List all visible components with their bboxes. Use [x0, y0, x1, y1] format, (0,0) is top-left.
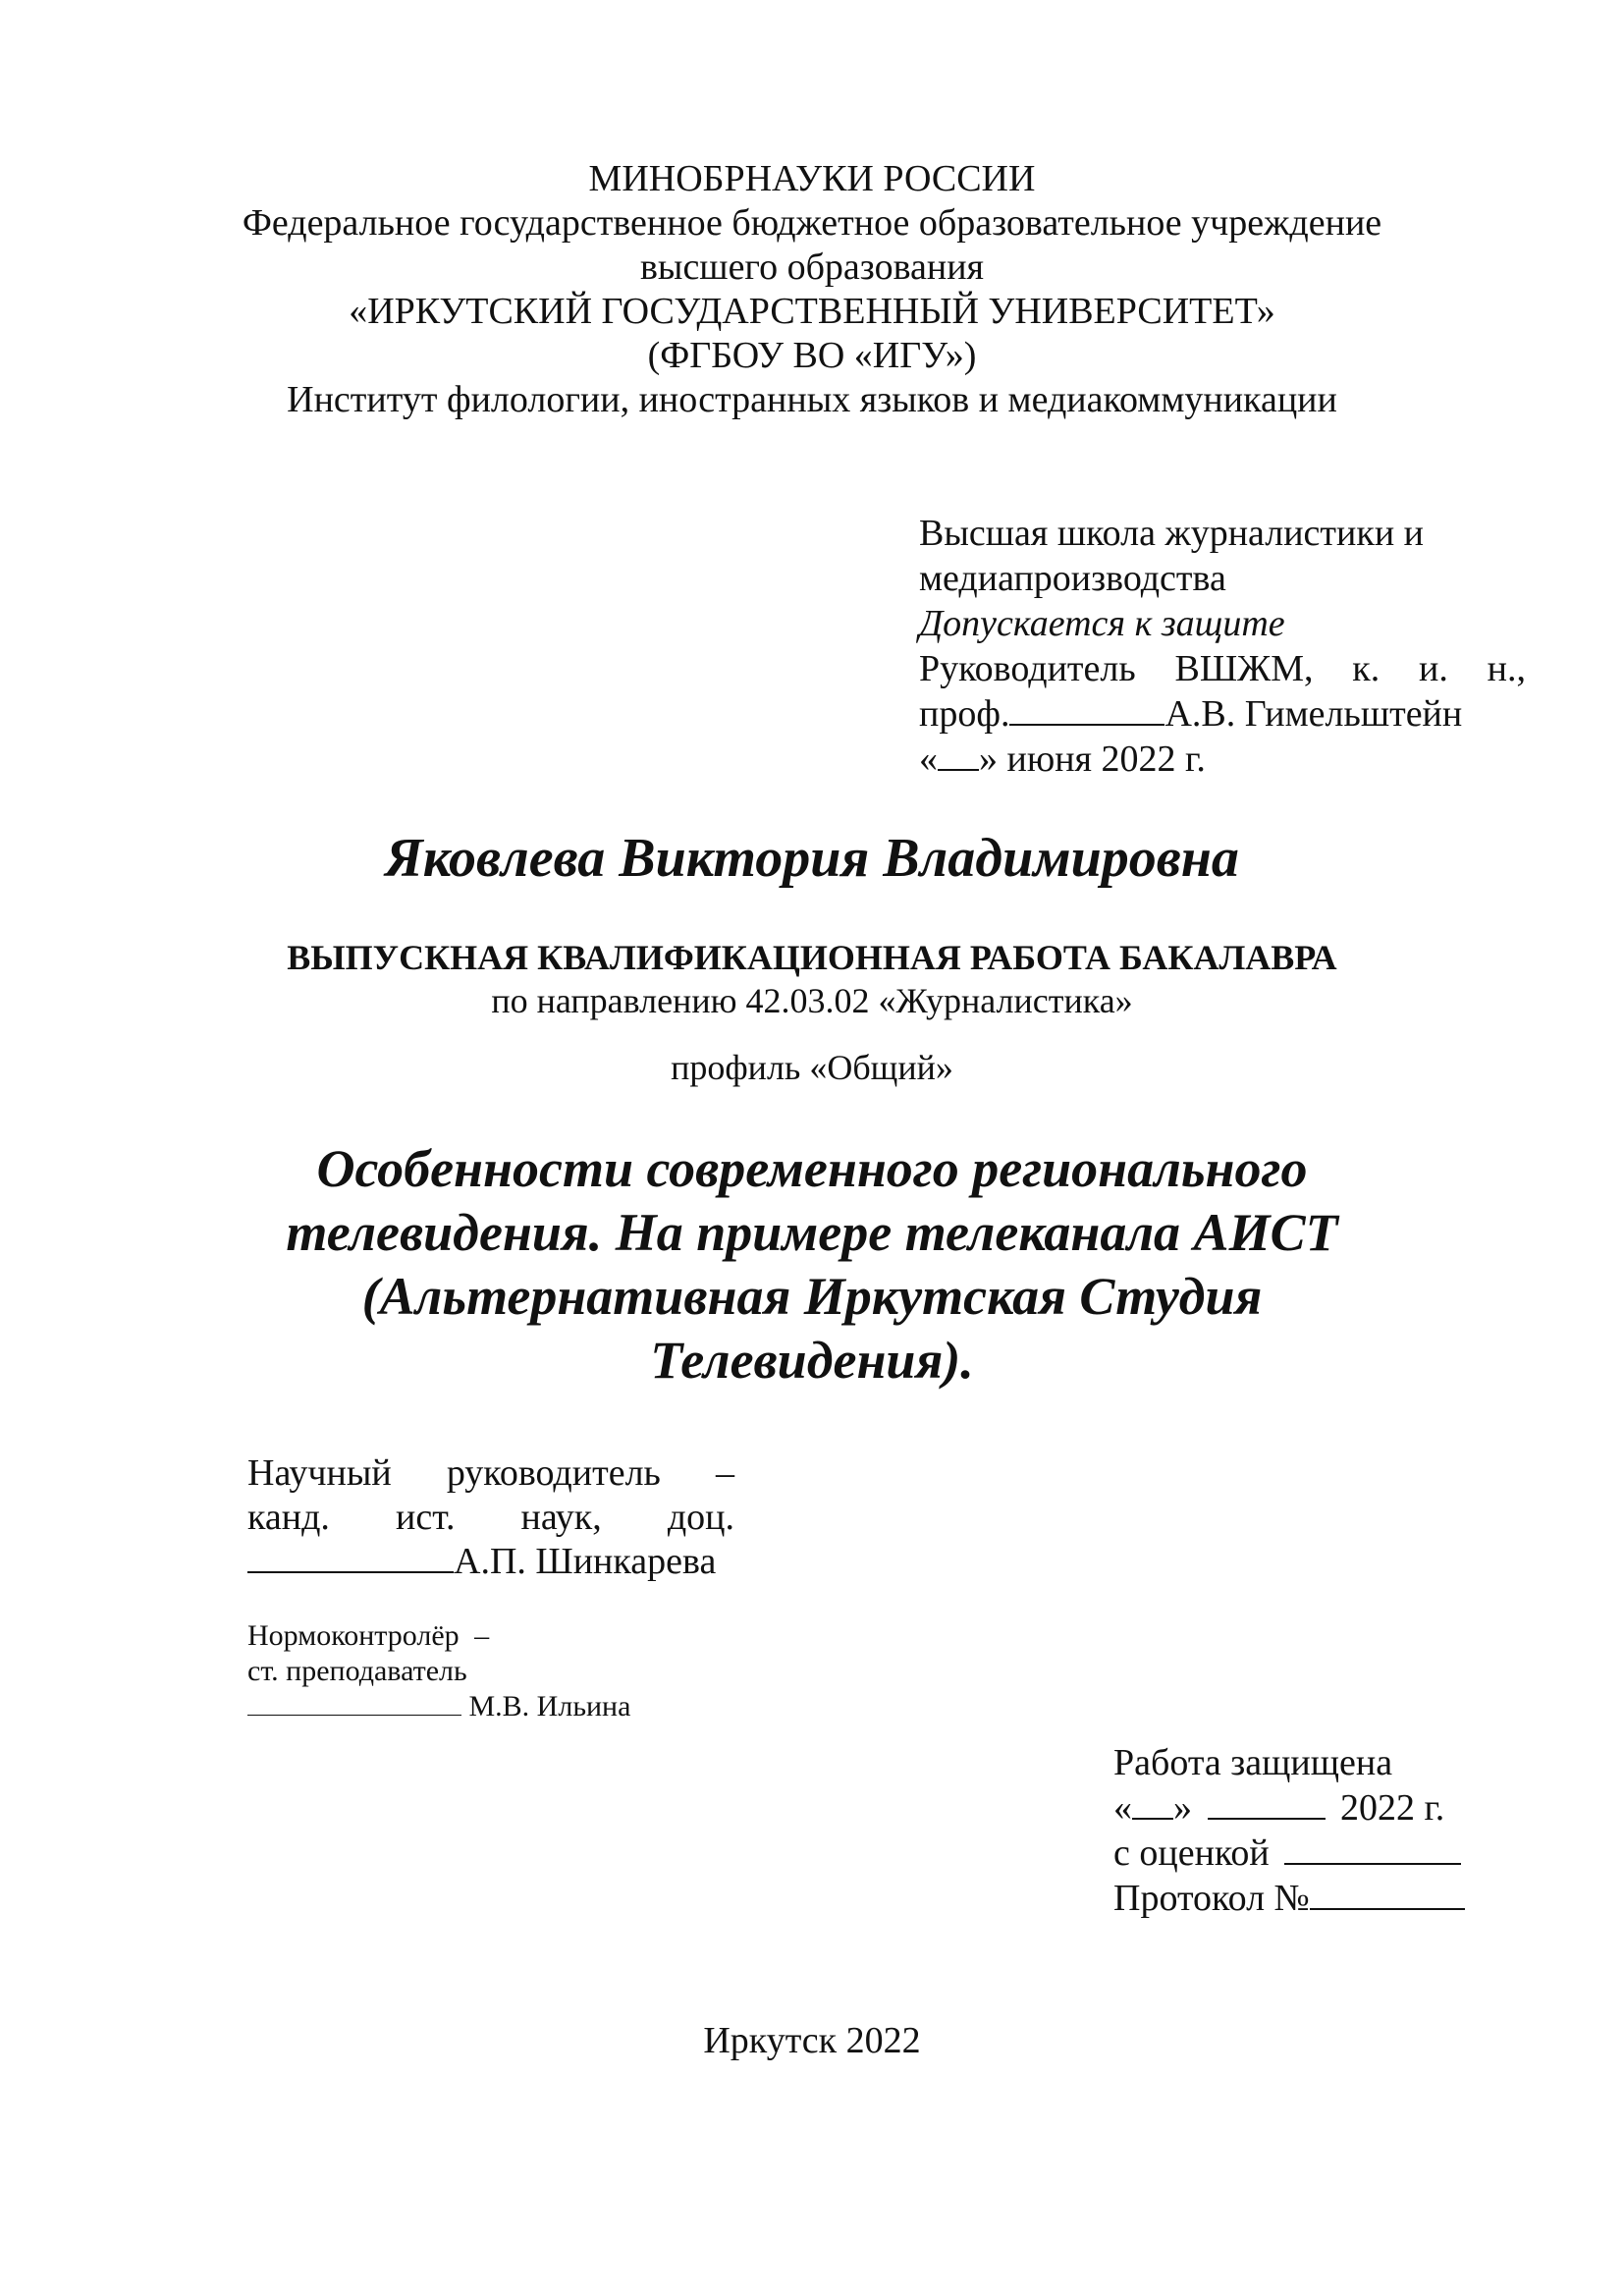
- admitted-label: Допускается к защите: [919, 603, 1285, 644]
- approval-date-line: [919, 737, 1526, 782]
- university-abbrev: (ФГБОУ ВО «ИГУ»): [647, 335, 977, 376]
- study-profile: профиль «Общий»: [671, 1048, 953, 1087]
- day-blank: [938, 739, 979, 771]
- institute-name: Институт филологии, иностранных языков и медиакоммуникации: [287, 379, 1337, 420]
- supervisor-signature-line: [247, 1540, 734, 1584]
- school-line-1: Высшая школа журналистики и: [919, 513, 1425, 554]
- normcontrol-block: [247, 1618, 660, 1724]
- protocol-blank: [1310, 1879, 1465, 1910]
- grade-blank: [1284, 1833, 1461, 1865]
- head-title-line: [919, 646, 1526, 691]
- title-line: Телевидения).: [650, 1331, 974, 1390]
- signature-blank: [247, 1542, 454, 1573]
- date-quote-open: «: [919, 738, 938, 780]
- grade-line: [1113, 1831, 1526, 1876]
- author-name: Яковлева Виктория Владимировна: [385, 828, 1239, 889]
- ministry-line: МИНОБРНАУКИ РОССИИ: [588, 158, 1036, 199]
- grade-label: с оценкой: [1113, 1832, 1270, 1874]
- normcontrol-signature-line: [247, 1689, 660, 1724]
- university-name: «ИРКУТСКИЙ ГОСУДАРСТВЕННЫЙ УНИВЕРСИТЕТ»: [349, 291, 1275, 332]
- normcontrol-dash: –: [474, 1619, 490, 1652]
- defense-year: 2022 г.: [1340, 1787, 1445, 1829]
- thesis-title: [0, 1137, 1624, 1393]
- school-line-2: медиапроизводства: [919, 558, 1226, 599]
- defense-date-line: [1113, 1785, 1526, 1831]
- title-line: Особенности современного регионального: [316, 1139, 1308, 1198]
- protocol-line: [1113, 1876, 1526, 1921]
- month-blank: [1208, 1788, 1326, 1820]
- supervisor-word: руководитель: [446, 1452, 661, 1494]
- head-word: к.: [1352, 648, 1380, 689]
- supervisor-degree-line: [247, 1496, 734, 1540]
- header-block: [0, 157, 1624, 422]
- supervisor-word: ист.: [396, 1497, 456, 1538]
- normcontrol-position: ст. преподаватель: [247, 1655, 467, 1687]
- supervisor-role-line: [247, 1451, 734, 1496]
- normcontrol-role-line: [247, 1618, 660, 1654]
- supervisor-word: –: [715, 1452, 734, 1494]
- defended-label: Работа защищена: [1113, 1742, 1393, 1783]
- head-signature-line: [919, 691, 1526, 737]
- signature-blank: [1009, 694, 1164, 726]
- supervisor-word: доц.: [667, 1497, 734, 1538]
- head-word: и.: [1419, 648, 1448, 689]
- supervisor-name: А.П. Шинкарева: [454, 1541, 717, 1582]
- day-blank: [1132, 1788, 1173, 1820]
- supervisor-block: [247, 1451, 734, 1584]
- work-type: ВЫПУСКНАЯ КВАЛИФИКАЦИОННАЯ РАБОТА БАКАЛАВРА: [287, 938, 1337, 977]
- title-line: телевидения. На примере телеканала АИСТ: [286, 1203, 1338, 1262]
- normcontrol-role: Нормоконтролёр: [247, 1619, 460, 1652]
- head-word: н.,: [1487, 648, 1526, 689]
- signature-blank: [247, 1689, 461, 1716]
- defense-block: [1113, 1740, 1526, 1921]
- institution-type-line: Федеральное государственное бюджетное образовательное учреждение: [242, 202, 1382, 244]
- approval-block: [919, 511, 1526, 782]
- protocol-label: Протокол №: [1113, 1878, 1310, 1919]
- prof-prefix: проф.: [919, 693, 1010, 735]
- head-word: Руководитель: [919, 648, 1136, 689]
- date-rest: » июня 2022 г.: [979, 738, 1206, 780]
- study-direction: по направлению 42.03.02 «Журналистика»: [491, 981, 1133, 1020]
- supervisor-word: канд.: [247, 1497, 330, 1538]
- title-line: (Альтернативная Иркутская Студия: [361, 1267, 1263, 1326]
- date-quote-close: »: [1173, 1787, 1192, 1829]
- education-level-line: высшего образования: [639, 246, 985, 288]
- city-year: Иркутск 2022: [703, 2020, 921, 2061]
- head-word: ВШЖМ,: [1174, 648, 1314, 689]
- date-quote-open: «: [1113, 1787, 1132, 1829]
- supervisor-word: наук,: [520, 1497, 602, 1538]
- head-name: А.В. Гимельштейн: [1164, 693, 1463, 735]
- supervisor-word: Научный: [247, 1452, 392, 1494]
- normcontrol-name: М.В. Ильина: [468, 1690, 631, 1722]
